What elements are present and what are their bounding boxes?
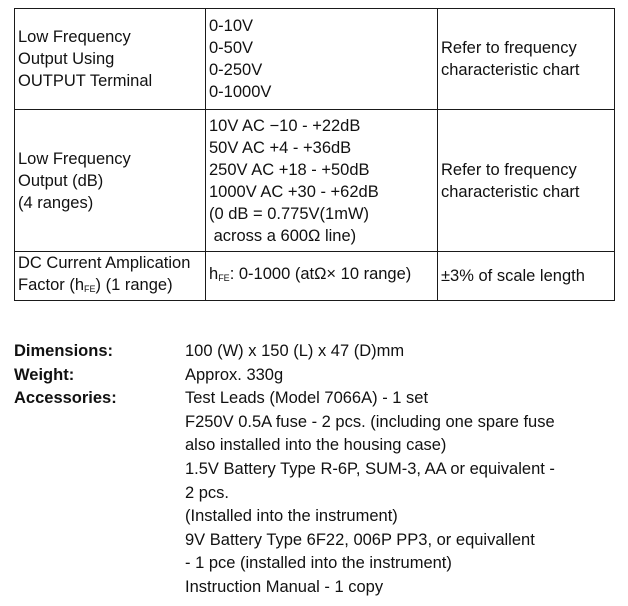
dimensions-value: 100 (W) x 150 (L) x 47 (D)mm — [185, 342, 405, 360]
cell-text: Refer to frequency — [441, 39, 577, 57]
cell-text: Low Frequency — [18, 28, 131, 46]
cell-text: across a 600Ω line) — [209, 226, 357, 245]
function-cell — [15, 110, 206, 252]
cell-text: 250V AC +18 - +50dB — [209, 160, 370, 179]
weight-row — [14, 364, 619, 388]
function-cell — [15, 252, 206, 301]
cell-text: Output Using — [18, 50, 115, 68]
range-cell — [206, 252, 438, 301]
table-row — [15, 252, 615, 301]
subscript-text: FE — [218, 273, 230, 283]
function-cell — [15, 9, 206, 110]
cell-text: Low Frequency — [18, 149, 131, 168]
range-cell — [206, 110, 438, 252]
cell-text: characteristic chart — [441, 182, 580, 201]
cell-text — [18, 274, 202, 300]
list-item: 2 pcs. — [185, 483, 230, 502]
cell-text: (4 ranges) — [18, 193, 94, 212]
cell-text: (0 dB = 0.775V(1mW) — [209, 204, 370, 223]
dimensions-label: Dimensions: — [14, 342, 114, 360]
subscript-text: FE — [84, 284, 96, 294]
cell-text: Factor (h — [18, 276, 85, 294]
accuracy-cell — [438, 252, 615, 301]
specification-table — [14, 8, 615, 301]
cell-text: h — [209, 265, 219, 283]
dimensions-row — [14, 340, 619, 364]
accessories-list — [185, 387, 619, 599]
list-item: 9V Battery Type 6F22, 006P PP3, or equivallent — [185, 530, 535, 549]
table-row — [15, 110, 615, 252]
weight-label: Weight: — [14, 365, 75, 384]
list-item: (Installed into the instrument) — [185, 507, 398, 526]
cell-text: 0-250V — [209, 61, 263, 79]
list-item: Test Leads (Model 7066A) - 1 set — [185, 389, 429, 408]
cell-text — [209, 263, 434, 289]
cell-text: OUTPUT Terminal — [18, 72, 153, 90]
table-row — [15, 9, 615, 110]
cell-text: ±3% of scale length — [441, 267, 585, 285]
weight-value: Approx. 330g — [185, 365, 284, 384]
list-item: Instruction Manual - 1 copy — [185, 577, 384, 596]
cell-text: Output (dB) — [18, 171, 104, 190]
cell-text: Refer to frequency — [441, 160, 577, 179]
cell-text: 0-50V — [209, 39, 254, 57]
accessories-label: Accessories: — [14, 389, 117, 408]
list-item: - 1 pce (installed into the instrument) — [185, 554, 452, 573]
cell-text: DC Current Amplication — [18, 254, 191, 272]
cell-text: ) (1 range) — [95, 276, 173, 294]
accessories-row — [14, 387, 619, 599]
general-specifications — [14, 340, 619, 600]
list-item: 1.5V Battery Type R-6P, SUM-3, AA or equivalent - — [185, 459, 555, 478]
accuracy-cell — [438, 110, 615, 252]
list-item: also installed into the housing case) — [185, 436, 447, 455]
accuracy-cell — [438, 9, 615, 110]
cell-text: 1000V AC +30 - +62dB — [209, 182, 379, 201]
cell-text: 0-10V — [209, 17, 254, 35]
cell-text: 50V AC +4 - +36dB — [209, 138, 352, 157]
cell-text: characteristic chart — [441, 61, 580, 79]
cell-text: : 0-1000 (atΩ× 10 range) — [229, 265, 412, 283]
cell-text: 0-1000V — [209, 83, 272, 101]
list-item: F250V 0.5A fuse - 2 pcs. (including one spare fuse — [185, 412, 555, 431]
cell-text: 10V AC −10 - +22dB — [209, 116, 361, 135]
range-cell — [206, 9, 438, 110]
